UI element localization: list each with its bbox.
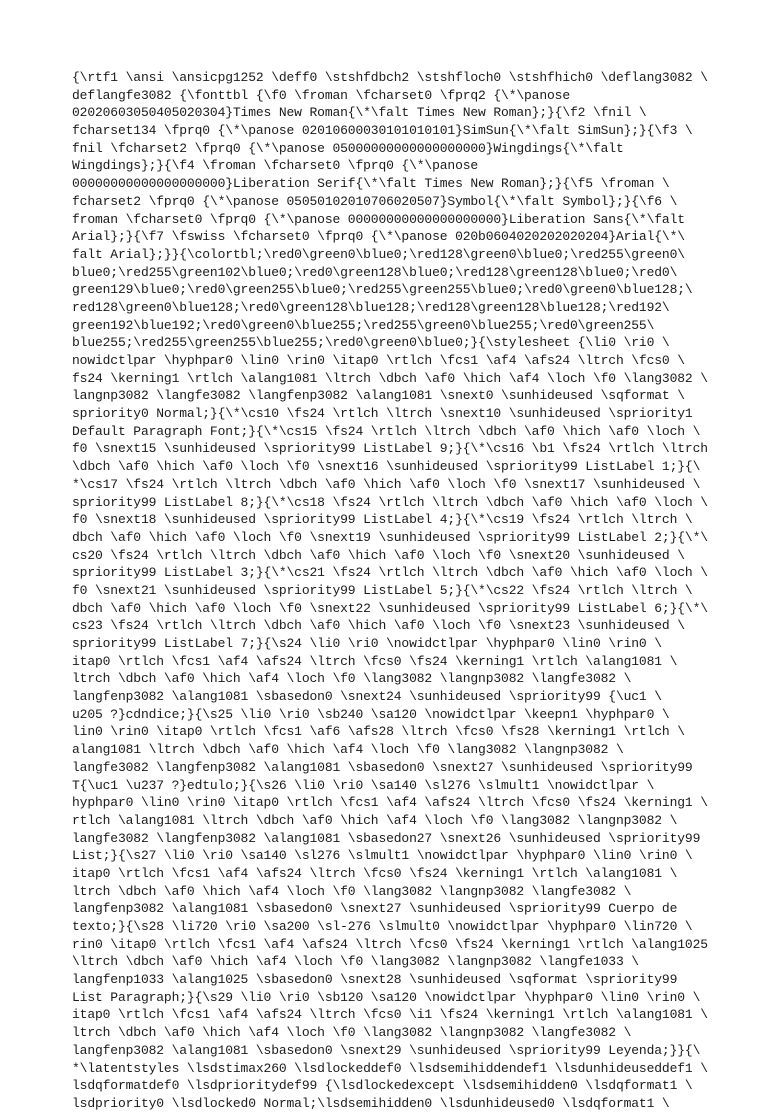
text-line: itap0 \rtlch \fcs1 \af4 \afs24 \ltrch \fcs0 \fs24 \kerning1 \rtlch \alang1081 \ <box>72 653 678 669</box>
text-line: List;}{\s27 \li0 \ri0 \sa140 \sl276 \slmult1 \nowidctlpar \hyphpar0 \lin0 \rin0 \ <box>72 848 693 864</box>
text-line: 02020603050405020304}Times New Roman{\*\falt Times New Roman};}{\f2 \fnil \ <box>72 105 647 121</box>
text-line: langfenp3082 \alang1081 \sbasedon0 \snext29 \sunhideused \spriority99 Leyenda;}}{\ <box>72 1042 701 1058</box>
text-line: dbch \af0 \hich \af0 \loch \f0 \snext22 \sunhideused \spriority99 ListLabel 6;}{\*\ <box>72 600 708 616</box>
text-line: Default Paragraph Font;}{\*\cs15 \fs24 \rtlch \ltrch \dbch \af0 \hich \af0 \loch \ <box>72 423 701 439</box>
text-line: spriority99 ListLabel 7;}{\s24 \li0 \ri0 \nowidctlpar \hyphpar0 \lin0 \rin0 \ <box>72 636 662 651</box>
text-line: deflangfe3082 {\fonttbl {\f0 \froman \fcharset0 \fprq2 {\*\panose <box>72 87 570 103</box>
text-line: green129\blue0;\red0\green255\blue0;\red255\green255\blue0;\red0\green0\blue128;\ <box>72 282 693 298</box>
text-line: langfenp3082 \alang1081 \sbasedon0 \snext24 \sunhideused \spriority99 {\uc1 \ <box>72 689 662 705</box>
text-line: \dbch \af0 \hich \af0 \loch \f0 \snext16 \sunhideused \spriority99 ListLabel 1;}{\ <box>72 459 701 475</box>
text-line: langfenp1033 \alang1025 \sbasedon0 \snext28 \sunhideused \sqformat \spriority99 <box>72 972 678 988</box>
text-line: spriority0 Normal;}{\*\cs10 \fs24 \rtlch \ltrch \snext10 \sunhideused \spriority1 <box>72 406 693 422</box>
text-line: *\latentstyles \lsdstimax260 \lsdlockeddef0 \lsdsemihiddendef1 \lsdunhideuseddef1 \ <box>72 1060 708 1076</box>
text-line: red128\green0\blue128;\red0\green128\blue128;\red128\green128\blue128;\red192\ <box>72 299 670 315</box>
text-line: lsdqformatdef0 \lsdprioritydef99 {\lsdlockedexcept \lsdsemihidden0 \lsdqformat1 \ <box>72 1078 693 1094</box>
text-line: langfe3082 \langfenp3082 \alang1081 \sbasedon27 \snext26 \sunhideused \spriority99 <box>72 830 701 846</box>
text-line: f0 \snext15 \sunhideused \spriority99 ListLabel 9;}{\*\cs16 \b1 \fs24 \rtlch \ltrch <box>72 441 708 457</box>
text-line: itap0 \rtlch \fcs1 \af4 \afs24 \ltrch \fcs0 \fs24 \kerning1 \rtlch \alang1081 \ <box>72 865 678 881</box>
text-line: blue0;\red255\green102\blue0;\red0\green128\blue0;\red128\green128\blue0;\red0\ <box>72 264 678 280</box>
rtf-source-text <box>72 69 708 1113</box>
text-line: Wingdings};}{\f4 \froman \fcharset0 \fprq0 {\*\panose <box>72 158 479 174</box>
text-line: itap0 \rtlch \fcs1 \af4 \afs24 \ltrch \fcs0 \i1 \fs24 \kerning1 \rtlch \alang1081 \ <box>72 1007 708 1023</box>
text-line: lsdpriority0 \lsdlocked0 Normal;\lsdsemihidden0 \lsdunhideused0 \lsdqformat1 \ <box>72 1095 670 1111</box>
text-line: 00000000000000000000}Liberation Serif{\*\falt Times New Roman};}{\f5 \froman \ <box>72 176 670 192</box>
text-line: langfenp3082 \alang1081 \sbasedon0 \snext27 \sunhideused \spriority99 Cuerpo de <box>72 901 678 917</box>
text-line: ltrch \dbch \af0 \hich \af4 \loch \f0 \lang3082 \langnp3082 \langfe3082 \ <box>72 883 632 899</box>
text-line: lin0 \rin0 \itap0 \rtlch \fcs1 \af6 \afs28 \ltrch \fcs0 \fs28 \kerning1 \rtlch \ <box>72 724 685 740</box>
text-line: froman \fcharset0 \fprq0 {\*\panose 00000000000000000000}Liberation Sans{\*\falt <box>72 211 685 227</box>
text-line: langfe3082 \langfenp3082 \alang1081 \sbasedon0 \snext27 \sunhideused \spriority99 <box>72 759 693 775</box>
text-line: fs24 \kerning1 \rtlch \alang1081 \ltrch \dbch \af0 \hich \af4 \loch \f0 \lang3082 \ <box>72 370 708 386</box>
text-line: falt Arial};}}{\colortbl;\red0\green0\blue0;\red128\green0\blue0;\red255\green0\ <box>72 246 685 262</box>
text-line: spriority99 ListLabel 8;}{\*\cs18 \fs24 \rtlch \ltrch \dbch \af0 \hich \af0 \loch \ <box>72 494 708 510</box>
text-line: alang1081 \ltrch \dbch \af0 \hich \af4 \loch \f0 \lang3082 \langnp3082 \ <box>72 742 624 758</box>
text-line: dbch \af0 \hich \af0 \loch \f0 \snext19 \sunhideused \spriority99 ListLabel 2;}{\*\ <box>72 529 708 545</box>
text-line: ltrch \dbch \af0 \hich \af4 \loch \f0 \lang3082 \langnp3082 \langfe3082 \ <box>72 1025 632 1041</box>
text-line: blue255;\red255\green255\blue255;\red0\green0\blue0;}{\stylesheet {\li0 \ri0 \ <box>72 335 670 351</box>
text-line: *\cs17 \fs24 \rtlch \ltrch \dbch \af0 \hich \af0 \loch \f0 \snext17 \sunhideused \ <box>72 476 701 492</box>
text-line: f0 \snext21 \sunhideused \spriority99 ListLabel 5;}{\*\cs22 \fs24 \rtlch \ltrch \ <box>72 582 693 598</box>
text-line: rin0 \itap0 \rtlch \fcs1 \af4 \afs24 \ltrch \fcs0 \fs24 \kerning1 \rtlch \alang1025 <box>72 936 708 952</box>
text-line: cs23 \fs24 \rtlch \ltrch \dbch \af0 \hich \af0 \loch \f0 \snext23 \sunhideused \ <box>72 618 685 634</box>
text-line: green192\blue192;\red0\green0\blue255;\red255\green0\blue255;\red0\green255\ <box>72 317 655 333</box>
text-line: {\rtf1 \ansi \ansicpg1252 \deff0 \stshfdbch2 \stshfloch0 \stshfhich0 \deflang3082 \ <box>72 70 708 85</box>
text-line: ltrch \dbch \af0 \hich \af4 \loch \f0 \lang3082 \langnp3082 \langfe3082 \ <box>72 671 632 687</box>
text-line: fcharset134 \fprq0 {\*\panose 02010600030101010101}SimSun{\*\falt SimSun};}{\f3 \ <box>72 123 693 139</box>
text-line: texto;}{\s28 \li720 \ri0 \sa200 \sl-276 \slmult0 \nowidctlpar \hyphpar0 \lin720 \ <box>72 919 693 934</box>
text-line: List Paragraph;}{\s29 \li0 \ri0 \sb120 \sa120 \nowidctlpar \hyphpar0 \lin0 \rin0 \ <box>72 989 701 1005</box>
text-line: fcharset2 \fprq0 {\*\panose 05050102010706020507}Symbol{\*\falt Symbol};}{\f6 \ <box>72 193 678 209</box>
text-line: langnp3082 \langfe3082 \langfenp3082 \alang1081 \snext0 \sunhideused \sqformat \ <box>72 388 685 404</box>
text-line: u205 ?}cdndice;}{\s25 \li0 \ri0 \sb240 \sa120 \nowidctlpar \keepn1 \hyphpar0 \ <box>72 706 670 722</box>
text-line: T{\uc1 \u237 ?}edtulo;}{\s26 \li0 \ri0 \sa140 \sl276 \slmult1 \nowidctlpar \ <box>72 777 655 793</box>
text-line: \ltrch \dbch \af0 \hich \af4 \loch \f0 \lang3082 \langnp3082 \langfe1033 \ <box>72 954 639 970</box>
text-line: spriority99 ListLabel 3;}{\*\cs21 \fs24 \rtlch \ltrch \dbch \af0 \hich \af0 \loch \ <box>72 565 708 581</box>
text-line: cs20 \fs24 \rtlch \ltrch \dbch \af0 \hich \af0 \loch \f0 \snext20 \sunhideused \ <box>72 547 685 563</box>
text-line: fnil \fcharset2 \fprq0 {\*\panose 05000000000000000000}Wingdings{\*\falt <box>72 140 624 156</box>
text-line: hyphpar0 \lin0 \rin0 \itap0 \rtlch \fcs1 \af4 \afs24 \ltrch \fcs0 \fs24 \kerning1 \ <box>72 795 708 811</box>
text-line: nowidctlpar \hyphpar0 \lin0 \rin0 \itap0 \rtlch \fcs1 \af4 \afs24 \ltrch \fcs0 \ <box>72 353 685 368</box>
text-line: f0 \snext18 \sunhideused \spriority99 ListLabel 4;}{\*\cs19 \fs24 \rtlch \ltrch \ <box>72 512 693 528</box>
text-line: rtlch \alang1081 \ltrch \dbch \af0 \hich \af4 \loch \f0 \lang3082 \langnp3082 \ <box>72 812 678 828</box>
text-line: Arial};}{\f7 \fswiss \fcharset0 \fprq0 {\*\panose 020b0604020202020204}Arial{\*\ <box>72 229 685 245</box>
